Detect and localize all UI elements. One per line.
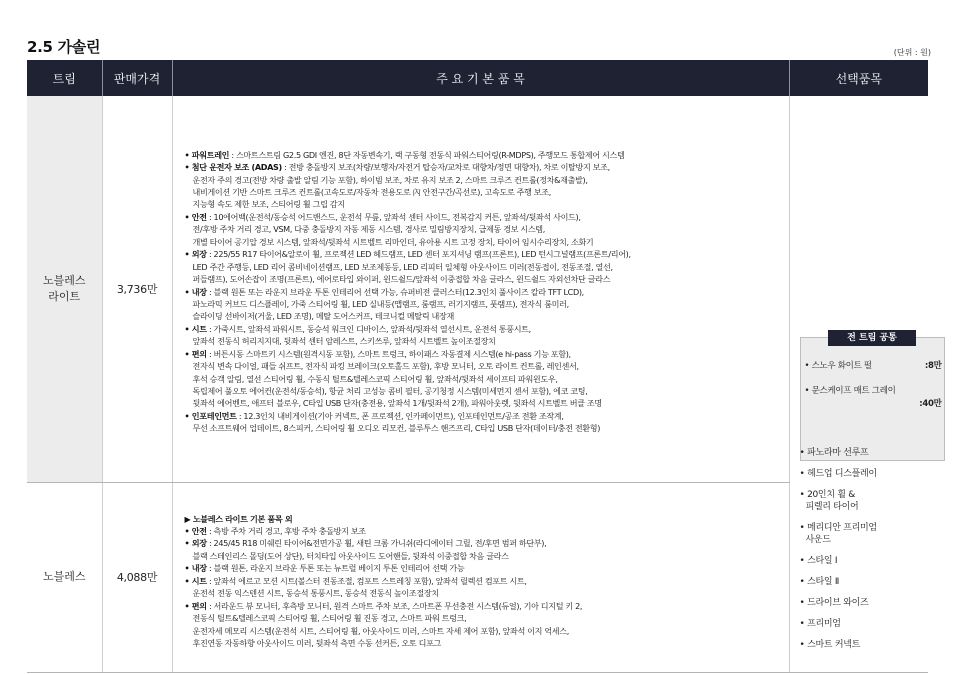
item-line <box>185 161 789 173</box>
options-list <box>800 447 877 660</box>
items-cell <box>172 96 789 482</box>
item-line <box>185 637 789 649</box>
option-item-text: • 드라이브 와이즈 <box>799 598 869 608</box>
common-options-title: 전 트림 공통 <box>828 330 916 346</box>
price-cell: 3,736만 <box>102 96 172 482</box>
item-text: : 가죽시트, 앞좌석 파워시트, 동승석 워크인 디바이스, 앞좌석/뒷좌석 열선시트, 운전석 통풍시트, <box>206 323 531 334</box>
option-item-text: • 헤드업 디스플레이 <box>799 469 877 479</box>
item-category: • 편의 <box>184 348 207 359</box>
item-line <box>185 360 789 372</box>
option-item <box>800 447 877 459</box>
item-line <box>185 587 789 599</box>
items-list <box>173 143 789 435</box>
option-item-text: • 파노라마 선루프 <box>799 448 869 458</box>
item-category: • 안전 <box>184 211 207 222</box>
item-text: 전자식 변속 다이얼, 패들 쉬프트, 전자식 파킹 브레이크(오토홀드 포함), 후방 모니터, 오토 라이트 컨트롤, 레인센서, <box>192 361 579 372</box>
option-item <box>800 555 877 567</box>
option-item <box>800 522 877 546</box>
item-line <box>185 562 789 574</box>
trim-name-line1: 노블레스 <box>42 273 86 287</box>
item-text: : 측방 주차 거리 경고, 후방 주차 충돌방지 보조 <box>206 526 366 537</box>
item-text: : 전방 충돌방지 보조(차량/보행자/자전거 탑승자/교차로 대향차/정면 대향차), 차로 이탈방지 보조, <box>281 162 610 173</box>
item-text: : 12.3인치 내비게이션(기아 커넥트, 폰 프로젝션, 인카페이먼트), 인포테인먼트/공조 전환 조작계, <box>236 410 564 421</box>
item-text: : 10에어백(운전석/동승석 어드밴스드, 운전석 무릎, 앞좌석 센터 사이드, 전복감지 커튼, 앞좌석/뒷좌석 사이드), <box>206 211 581 222</box>
item-line <box>185 600 789 612</box>
item-text: 뒷좌석 에어벤트, 애프터 블로우, C타입 USB 단자(충전용, 앞좌석 1개/뒷좌석 2개), 파워아웃렛, 뒷좌석 시트벨트 버클 조명 <box>192 398 602 409</box>
item-line <box>185 397 789 409</box>
header-price: 판매가격 <box>102 60 172 96</box>
item-category: • 편의 <box>184 600 207 611</box>
item-line <box>185 348 789 360</box>
item-text: 운전석 전동 익스텐션 시트, 동승석 통풍시트, 동승석 전동식 높이조절장치 <box>192 588 439 599</box>
item-line <box>185 575 789 587</box>
item-category: • 외장 <box>184 538 207 549</box>
section-heading: ▶ 노블레스 라이트 기본 품목 외 <box>184 513 293 524</box>
item-category: • 내장 <box>184 563 207 574</box>
option-item-text: 사운드 <box>805 535 831 545</box>
option-item-text: • 메리디안 프리미엄 <box>799 523 877 533</box>
item-text: : 서라운드 뷰 모니터, 후측방 모니터, 원격 스마트 주차 보조, 스마트폰 무선충전 시스템(듀얼), 기아 디지털 키 2, <box>206 600 583 611</box>
item-line <box>185 286 789 298</box>
item-category: • 외장 <box>184 249 207 260</box>
option-item-text: • 스마트 커넥트 <box>799 640 860 650</box>
item-line <box>185 335 789 347</box>
option-item <box>800 618 877 630</box>
item-line <box>185 625 789 637</box>
header-items: 주 요 기 본 품 목 <box>172 60 789 96</box>
option-item <box>800 576 877 588</box>
item-text: 지능형 속도 제한 보조, 스티어링 휠 그립 감지 <box>192 199 345 210</box>
option-item-text: • 프리미엄 <box>799 619 841 629</box>
item-line <box>185 223 789 235</box>
item-line <box>185 273 789 285</box>
item-text: 전동식 틸트&텔레스코픽 스티어링 휠, 스티어링 휠 진동 경고, 스마트 파워 트렁크, <box>192 613 467 624</box>
item-text: 개별 타이어 공기압 경보 시스템, 앞좌석/뒷좌석 시트벨트 리마인더, 유아용 시트 고정 장치, 타이어 임시수리장치, 소화기 <box>192 236 594 247</box>
item-line <box>185 198 789 210</box>
item-text: 후석 승객 알림, 열선 스티어링 휠, 수동식 틸트&텔레스코픽 스티어링 휠, 앞좌석/뒷좌석 세이프티 파워윈도우, <box>192 373 558 384</box>
trim-name-line1: 노블레스 <box>42 570 86 583</box>
item-text: LED 주간 주행등, LED 리어 콤비네이션램프, LED 보조제동등, LED 리피터 일체형 아웃사이드 미러(전동접이, 전동조절, 열선, <box>192 261 613 272</box>
option-item <box>800 468 877 480</box>
item-line <box>185 261 789 273</box>
unit-note: (단위 : 원) <box>893 48 931 57</box>
item-line <box>185 310 789 322</box>
items-cell <box>172 482 789 672</box>
trim-cell <box>27 96 102 482</box>
option-price: :8만 <box>924 360 942 371</box>
option-item-text: • 20인치 휠 & <box>799 490 855 500</box>
item-line <box>185 550 789 562</box>
item-line <box>185 323 789 335</box>
option-color-moonscape <box>801 385 944 411</box>
common-options-box <box>800 332 945 461</box>
option-item <box>800 489 877 513</box>
option-label: • 스노우 화이트 펄 <box>804 360 872 371</box>
item-text: 앞좌석 전동식 허리지지대, 뒷좌석 센터 암레스트, 스키쓰루, 앞좌석 시트벨트 높이조절장치 <box>192 336 496 347</box>
option-item-text: 피렐리 타이어 <box>805 502 859 512</box>
item-text: 후진연동 자동하향 아웃사이드 미러, 뒷좌석 측면 수동 선커튼, 오토 디포그 <box>192 637 442 648</box>
options-cell <box>789 96 942 672</box>
item-text: 내비게이션 기반 스마트 크루즈 컨트롤(고속도로/자동차 전용도로 內 안전구간/곡선로), 고속도로 주행 보조, <box>192 187 551 198</box>
option-item-text: • 스타일 Ⅰ <box>799 556 838 566</box>
item-line <box>185 298 789 310</box>
item-text: 전/후방 주차 거리 경고, VSM, 다중 충돌방지 자동 제동 시스템, 경사로 밀림방지장치, 급제동 경보 시스템, <box>192 224 545 235</box>
item-text: 독립제어 풀오토 에어컨(운전석/동승석), 항균 처리 고성능 콤비 필터, 공기청정 시스템(미세먼지 센서 포함), 에코 코팅, <box>192 386 588 397</box>
option-price: :40만 <box>919 398 942 409</box>
item-line <box>185 373 789 385</box>
item-text: 슬라이딩 선바이저(거울, LED 조명), 메탈 도어스커프, 테크니컬 메탈릭 내장재 <box>192 311 454 322</box>
section-title: 2.5 가솔린 <box>27 38 101 56</box>
item-text: : 앞좌석 에르고 모션 시트(볼스터 전동조절, 컴포트 스트레칭 포함), 앞좌석 릴렉션 컴포트 시트, <box>206 575 527 586</box>
item-line <box>185 236 789 248</box>
item-line <box>185 385 789 397</box>
item-text: : 블랙 원톤, 라운지 브라운 투톤 또는 뉴트럴 베이지 투톤 인테리어 선택 가능 <box>206 563 465 574</box>
item-text: 퍼들램프), 도어손잡이 조명(프론트), 에어로타입 와이퍼, 윈드쉴드/앞좌석 이중접합 차음 글라스, 윈드쉴드 자외선차단 글라스 <box>192 274 611 285</box>
option-color-snow-white <box>801 360 944 373</box>
price-cell: 4,088만 <box>102 482 172 672</box>
items-list <box>173 505 789 650</box>
item-line <box>185 612 789 624</box>
item-line <box>185 211 789 223</box>
item-text: 운전자세 메모리 시스템(운전석 시트, 스티어링 휠, 아웃사이드 미러, 스마트 자세 제어 포함), 앞좌석 이지 억세스, <box>192 625 569 636</box>
trim-name-line2: 라이트 <box>48 289 81 303</box>
item-category: • 첨단 운전자 보조 (ADAS) <box>184 162 282 173</box>
option-item <box>800 639 877 651</box>
item-line <box>185 422 789 434</box>
item-category: • 시트 <box>184 575 207 586</box>
option-item <box>800 597 877 609</box>
spec-table <box>27 60 942 673</box>
item-line <box>185 186 789 198</box>
item-text: 블랙 스테인리스 몰딩(도어 상단), 터치타입 아웃사이드 도어핸들, 뒷좌석 이중접합 차음 글라스 <box>192 550 509 561</box>
item-text: 파노라믹 커브드 디스플레이, 가죽 스티어링 휠, LED 실내등(맵램프, 룸램프, 러기지램프, 풋램프), 전자식 룸미러, <box>192 298 569 309</box>
item-line <box>185 525 789 537</box>
item-category: • 시트 <box>184 323 207 334</box>
option-item-text: • 스타일 Ⅱ <box>799 577 839 587</box>
header-trim: 트림 <box>27 60 102 96</box>
item-text: : 버튼시동 스마트키 시스템(원격시동 포함), 스마트 트렁크, 하이패스 자동결제 시스템(e hi-pass 기능 포함), <box>206 348 571 359</box>
item-category: • 파워트레인 <box>184 149 230 160</box>
option-label: • 문스케이프 매트 그레이 <box>804 385 896 396</box>
item-line <box>185 513 789 525</box>
item-text: : 블랙 원톤 또는 라운지 브라운 투톤 인테리어 선택 가능, 슈퍼비전 클러스터(12.3인치 풀사이즈 칼라 TFT LCD), <box>206 286 584 297</box>
table-row <box>27 96 928 482</box>
table-header-row <box>27 60 928 96</box>
item-text: 무선 소프트웨어 업데이트, 8스피커, 스티어링 휠 오디오 리모컨, 블루투스 핸즈프리, C타입 USB 단자(데이터/충전 전환형) <box>192 423 601 434</box>
trim-cell <box>27 482 102 672</box>
item-line <box>185 537 789 549</box>
item-category: • 인포테인먼트 <box>184 410 237 421</box>
item-line <box>185 410 789 422</box>
item-text: : 스마트스트림 G2.5 GDI 엔진, 8단 자동변속기, 랙 구동형 전동식 파워스티어링(R-MDPS), 주행모드 통합제어 시스템 <box>229 149 625 160</box>
item-text: 운전자 주의 경고(전방 차량 출발 알림 기능 포함), 하이빔 보조, 차로 유지 보조 2, 스마트 크루즈 컨트롤(정차&재출발), <box>192 174 588 185</box>
item-line <box>185 174 789 186</box>
item-text: : 245/45 R18 미쉐린 타이어&전면가공 휠, 새틴 크롬 가니쉬(라디에이터 그릴, 전/후면 범퍼 하단부), <box>206 538 547 549</box>
item-line <box>185 248 789 260</box>
item-line <box>185 149 789 161</box>
item-text: : 225/55 R17 타이어&알로이 휠, 프로젝션 LED 헤드램프, LED 센터 포지셔닝 램프(프론트), LED 턴시그널램프(프론트/리어), <box>206 249 631 260</box>
header-options: 선택품목 <box>789 60 928 96</box>
item-category: • 내장 <box>184 286 207 297</box>
item-category: • 안전 <box>184 526 207 537</box>
